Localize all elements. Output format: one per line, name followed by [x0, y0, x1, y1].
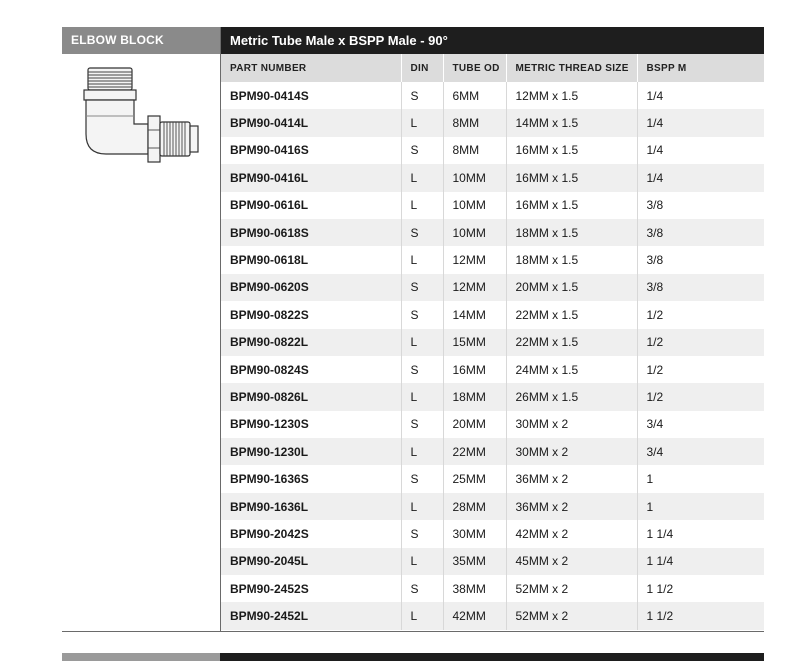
tube-od-cell: 12MM	[443, 246, 506, 273]
part-number-cell: BPM90-0822S	[221, 301, 401, 328]
part-number-cell: BPM90-0416L	[221, 164, 401, 191]
spec-table	[221, 54, 764, 630]
table-row	[221, 164, 764, 191]
din-cell: S	[401, 356, 443, 383]
part-number-cell: BPM90-2045L	[221, 548, 401, 575]
din-cell: L	[401, 109, 443, 136]
tube-od-cell: 12MM	[443, 274, 506, 301]
sidebar-title: ELBOW BLOCK	[62, 27, 220, 54]
metric-thread-size-cell: 16MM x 1.5	[506, 192, 637, 219]
din-cell: L	[401, 493, 443, 520]
footer-bar-left	[62, 653, 220, 661]
bspp-m-cell: 1 1/4	[637, 520, 764, 547]
tube-od-cell: 38MM	[443, 575, 506, 602]
bspp-m-cell: 1/4	[637, 137, 764, 164]
tube-od-cell: 35MM	[443, 548, 506, 575]
table-row	[221, 465, 764, 492]
table-row	[221, 356, 764, 383]
bspp-m-cell: 3/4	[637, 411, 764, 438]
table-row	[221, 520, 764, 547]
din-cell: S	[401, 465, 443, 492]
tube-od-cell: 16MM	[443, 356, 506, 383]
bottom-rule	[62, 631, 764, 632]
bspp-m-cell: 1	[637, 465, 764, 492]
column-header-tube-od: TUBE OD	[443, 54, 506, 82]
table-row	[221, 383, 764, 410]
metric-thread-size-cell: 22MM x 1.5	[506, 329, 637, 356]
column-header-din: DIN	[401, 54, 443, 82]
part-number-cell: BPM90-1230L	[221, 438, 401, 465]
din-cell: S	[401, 520, 443, 547]
metric-thread-size-cell: 24MM x 1.5	[506, 356, 637, 383]
table-row	[221, 548, 764, 575]
table-row	[221, 575, 764, 602]
tube-od-cell: 14MM	[443, 301, 506, 328]
metric-thread-size-cell: 42MM x 2	[506, 520, 637, 547]
metric-thread-size-cell: 36MM x 2	[506, 465, 637, 492]
bspp-m-cell: 3/4	[637, 438, 764, 465]
table-row	[221, 109, 764, 136]
tube-od-cell: 6MM	[443, 82, 506, 109]
tube-od-cell: 42MM	[443, 602, 506, 629]
tube-od-cell: 8MM	[443, 137, 506, 164]
metric-thread-size-cell: 52MM x 2	[506, 575, 637, 602]
din-cell: L	[401, 383, 443, 410]
table-title: Metric Tube Male x BSPP Male - 90°	[220, 27, 764, 54]
tube-od-cell: 20MM	[443, 411, 506, 438]
bspp-m-cell: 1/2	[637, 356, 764, 383]
table-row	[221, 82, 764, 109]
tube-od-cell: 28MM	[443, 493, 506, 520]
bspp-m-cell: 1/2	[637, 301, 764, 328]
table-row	[221, 274, 764, 301]
part-number-cell: BPM90-1230S	[221, 411, 401, 438]
din-cell: L	[401, 438, 443, 465]
part-number-cell: BPM90-0618L	[221, 246, 401, 273]
part-number-cell: BPM90-0826L	[221, 383, 401, 410]
din-cell: L	[401, 329, 443, 356]
metric-thread-size-cell: 52MM x 2	[506, 602, 637, 629]
din-cell: L	[401, 192, 443, 219]
bspp-m-cell: 1/2	[637, 383, 764, 410]
tube-od-cell: 25MM	[443, 465, 506, 492]
part-number-cell: BPM90-2042S	[221, 520, 401, 547]
table-row	[221, 602, 764, 629]
bspp-m-cell: 3/8	[637, 246, 764, 273]
din-cell: S	[401, 575, 443, 602]
bspp-m-cell: 1/2	[637, 329, 764, 356]
metric-thread-size-cell: 30MM x 2	[506, 438, 637, 465]
bspp-m-cell: 1/4	[637, 164, 764, 191]
bspp-m-cell: 1	[637, 493, 764, 520]
tube-od-cell: 8MM	[443, 109, 506, 136]
bspp-m-cell: 3/8	[637, 219, 764, 246]
column-header-part-number: PART NUMBER	[221, 54, 401, 82]
column-header-metric-thread-size: METRIC THREAD SIZE	[506, 54, 637, 82]
din-cell: S	[401, 301, 443, 328]
bspp-m-cell: 1 1/2	[637, 602, 764, 629]
footer-bar-right	[220, 653, 764, 661]
bspp-m-cell: 3/8	[637, 274, 764, 301]
table-row	[221, 246, 764, 273]
table-row	[221, 438, 764, 465]
tube-od-cell: 10MM	[443, 164, 506, 191]
metric-thread-size-cell: 18MM x 1.5	[506, 219, 637, 246]
metric-thread-size-cell: 16MM x 1.5	[506, 137, 637, 164]
part-number-cell: BPM90-0616L	[221, 192, 401, 219]
part-number-cell: BPM90-0414L	[221, 109, 401, 136]
part-number-cell: BPM90-0414S	[221, 82, 401, 109]
tube-od-cell: 22MM	[443, 438, 506, 465]
part-number-cell: BPM90-1636L	[221, 493, 401, 520]
metric-thread-size-cell: 30MM x 2	[506, 411, 637, 438]
bspp-m-cell: 1 1/2	[637, 575, 764, 602]
metric-thread-size-cell: 36MM x 2	[506, 493, 637, 520]
part-number-cell: BPM90-1636S	[221, 465, 401, 492]
din-cell: S	[401, 274, 443, 301]
din-cell: L	[401, 548, 443, 575]
part-number-cell: BPM90-2452S	[221, 575, 401, 602]
table-row	[221, 137, 764, 164]
din-cell: L	[401, 246, 443, 273]
metric-thread-size-cell: 16MM x 1.5	[506, 164, 637, 191]
metric-thread-size-cell: 26MM x 1.5	[506, 383, 637, 410]
part-number-cell: BPM90-0620S	[221, 274, 401, 301]
bspp-m-cell: 1/4	[637, 109, 764, 136]
part-number-cell: BPM90-0822L	[221, 329, 401, 356]
metric-thread-size-cell: 18MM x 1.5	[506, 246, 637, 273]
tube-od-cell: 10MM	[443, 192, 506, 219]
tube-od-cell: 18MM	[443, 383, 506, 410]
din-cell: S	[401, 82, 443, 109]
din-cell: S	[401, 411, 443, 438]
table-header-row	[221, 54, 764, 82]
bspp-m-cell: 3/8	[637, 192, 764, 219]
bspp-m-cell: 1 1/4	[637, 548, 764, 575]
product-image-panel	[62, 54, 220, 631]
elbow-fitting-icon	[76, 64, 208, 164]
metric-thread-size-cell: 20MM x 1.5	[506, 274, 637, 301]
part-number-cell: BPM90-0416S	[221, 137, 401, 164]
metric-thread-size-cell: 14MM x 1.5	[506, 109, 637, 136]
part-number-cell: BPM90-0824S	[221, 356, 401, 383]
bspp-m-cell: 1/4	[637, 82, 764, 109]
tube-od-cell: 15MM	[443, 329, 506, 356]
table-row	[221, 493, 764, 520]
table-row	[221, 219, 764, 246]
part-number-cell: BPM90-0618S	[221, 219, 401, 246]
table-row	[221, 329, 764, 356]
table-row	[221, 301, 764, 328]
din-cell: L	[401, 164, 443, 191]
tube-od-cell: 10MM	[443, 219, 506, 246]
din-cell: S	[401, 219, 443, 246]
din-cell: L	[401, 602, 443, 629]
din-cell: S	[401, 137, 443, 164]
column-header-bspp-m: BSPP M	[637, 54, 764, 82]
metric-thread-size-cell: 45MM x 2	[506, 548, 637, 575]
table-row	[221, 411, 764, 438]
metric-thread-size-cell: 12MM x 1.5	[506, 82, 637, 109]
tube-od-cell: 30MM	[443, 520, 506, 547]
table-row	[221, 192, 764, 219]
part-number-cell: BPM90-2452L	[221, 602, 401, 629]
metric-thread-size-cell: 22MM x 1.5	[506, 301, 637, 328]
